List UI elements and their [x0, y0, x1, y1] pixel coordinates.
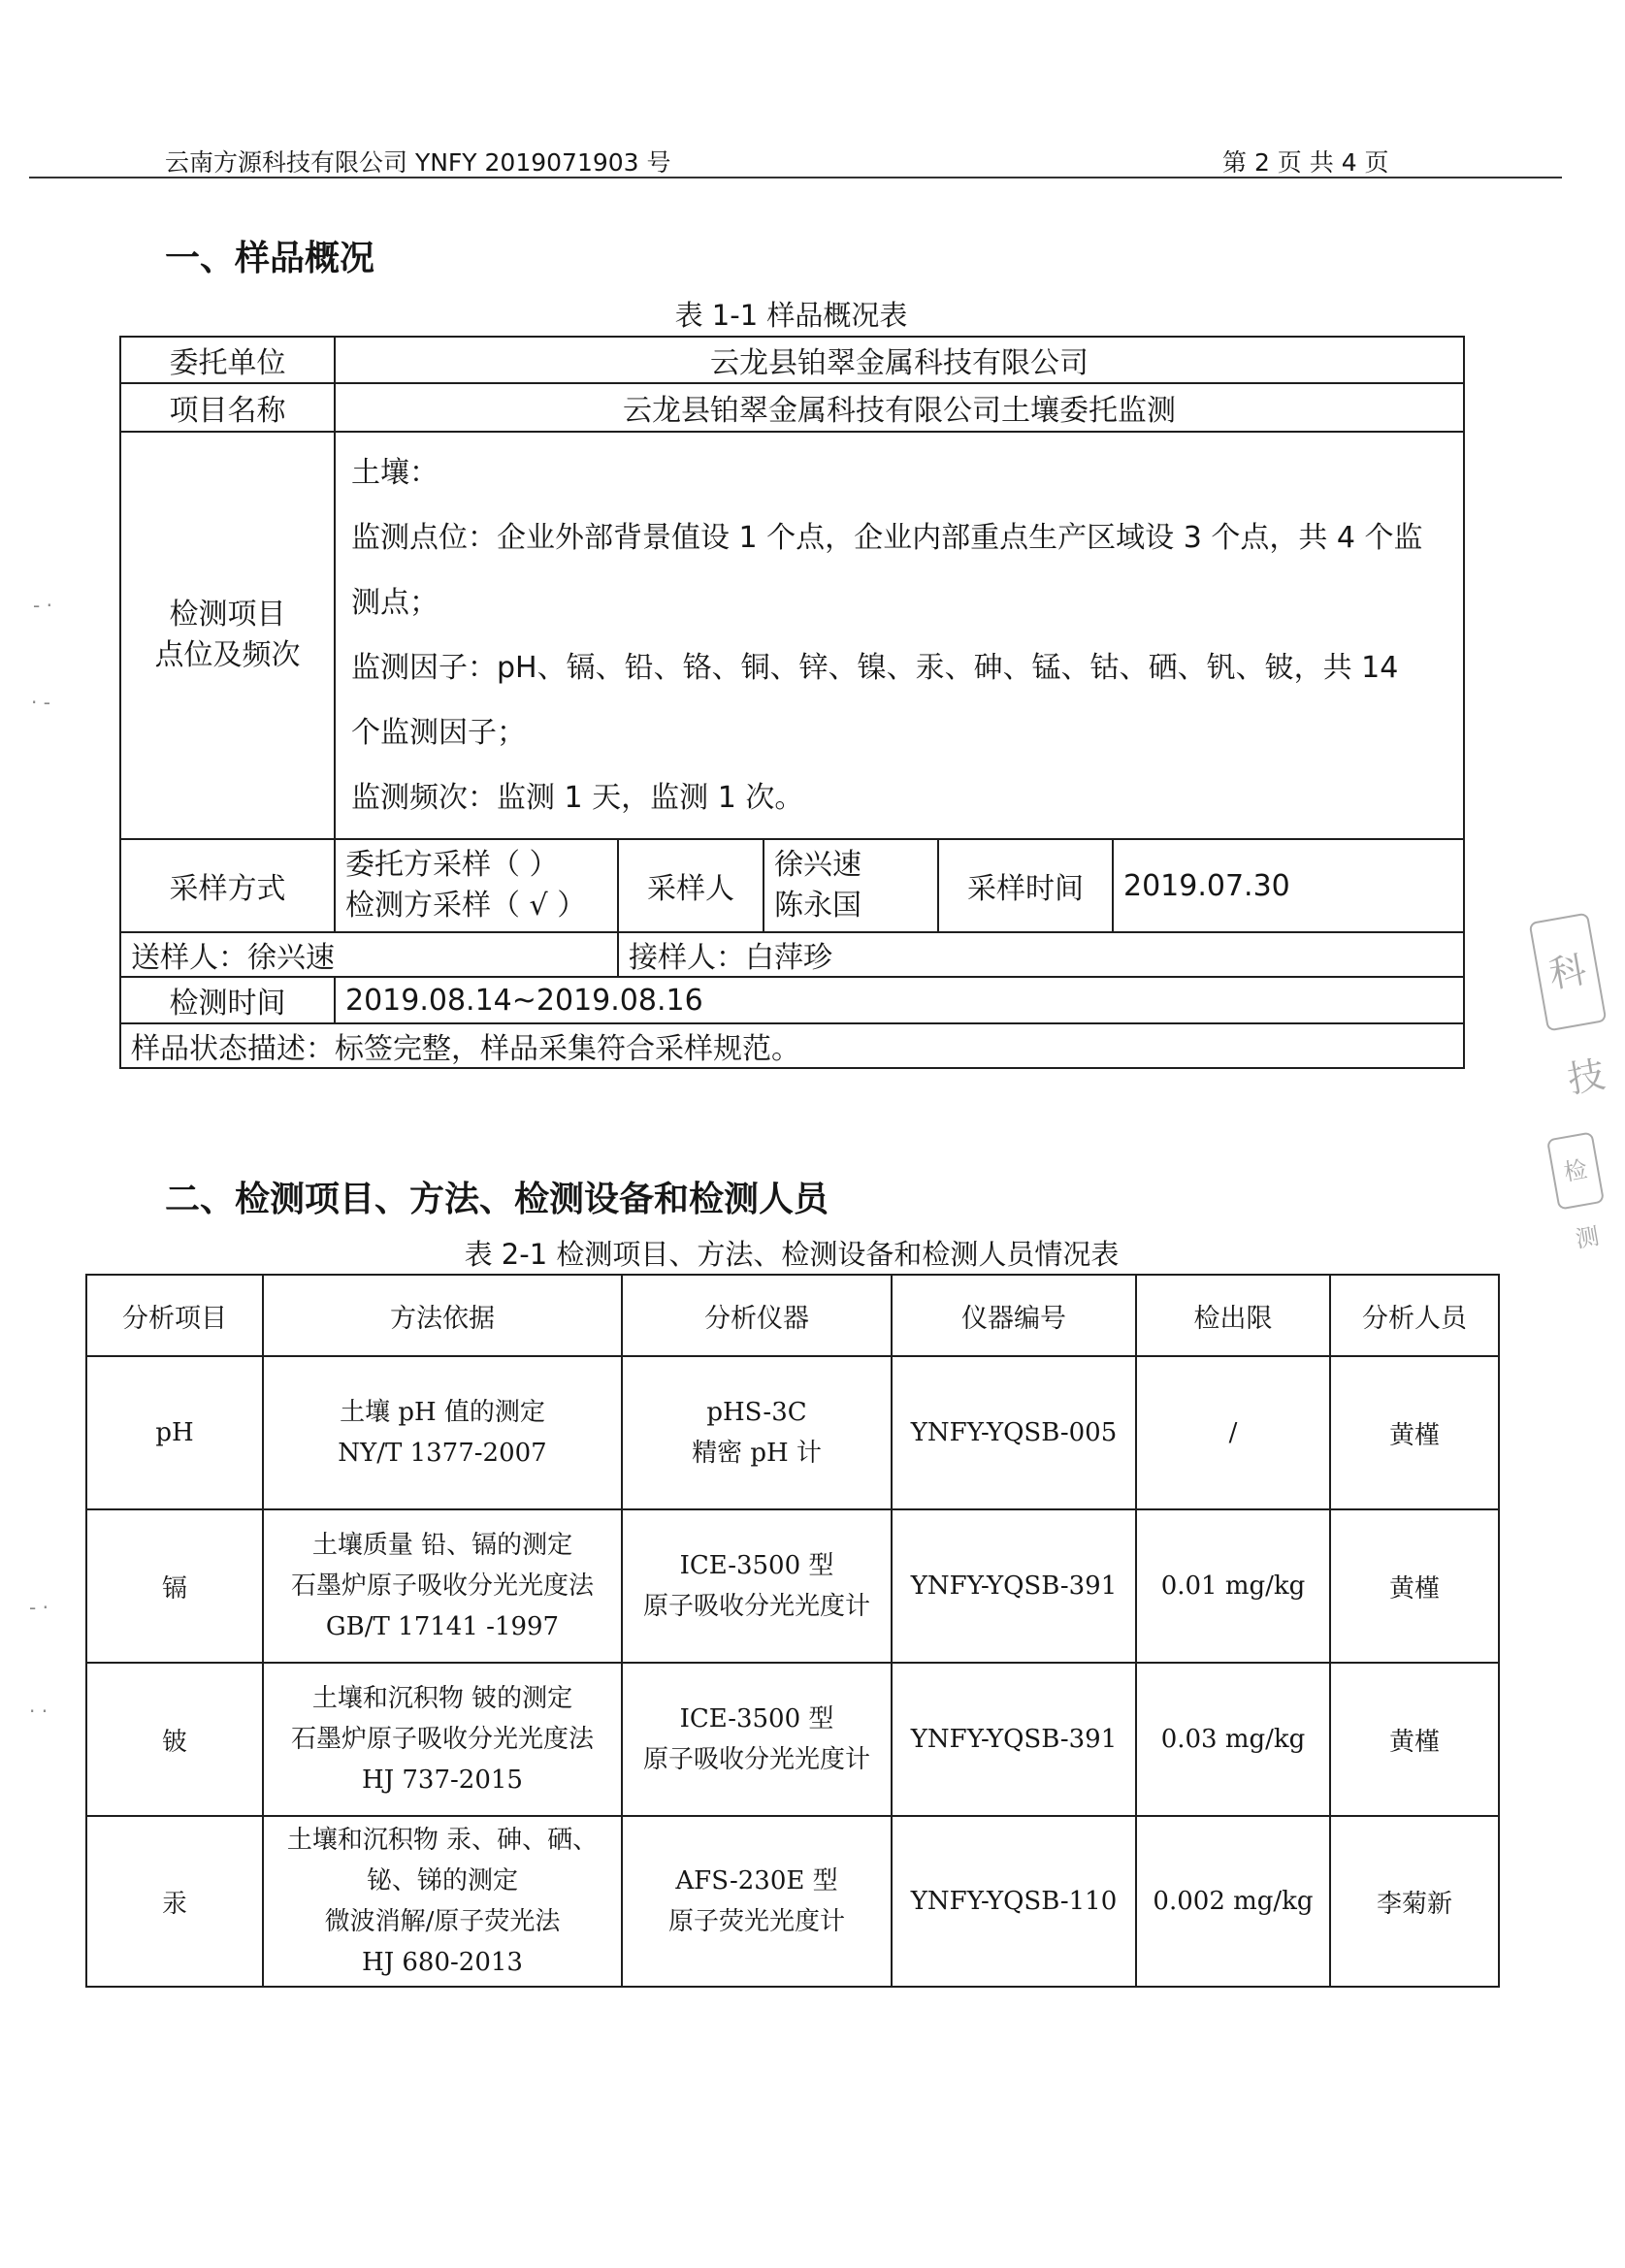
analyst: 黄槿: [1330, 1356, 1499, 1509]
column-header: 分析人员: [1330, 1275, 1499, 1356]
detection-limit: 0.002 mg/kg: [1136, 1816, 1330, 1987]
sampler-names: [764, 839, 938, 932]
items-label-line: 检测项目: [169, 598, 286, 632]
stamp-fragment: 科技: [1529, 912, 1608, 1031]
method-line: 土壤和沉积物 汞、砷、硒、: [286, 1826, 599, 1855]
instrument-line: 精密 pH 计: [692, 1439, 822, 1468]
method-line: 铋、锑的测定: [366, 1866, 518, 1895]
sampler-label: 采样人: [618, 839, 764, 932]
scan-speck: · ·: [29, 1700, 49, 1723]
instrument-cell: [622, 1356, 892, 1509]
column-header: 分析仪器: [622, 1275, 892, 1356]
stamp-fragment: 检测: [1546, 1131, 1605, 1210]
sender-text: 送样人：徐兴速: [120, 932, 618, 977]
method-cell: [263, 1816, 622, 1987]
table-row: [120, 432, 1464, 839]
column-header: 仪器编号: [892, 1275, 1136, 1356]
table-row: [86, 1663, 1499, 1816]
test-time-value: 2019.08.14~2019.08.16: [335, 977, 1464, 1023]
header-divider: [29, 177, 1562, 178]
instrument-line: ICE-3500 型: [679, 1704, 834, 1733]
instrument-line: ICE-3500 型: [679, 1551, 834, 1580]
table-row: [120, 337, 1464, 383]
sampling-option: 委托方采样（ ）: [345, 848, 559, 882]
method-line: 土壤 pH 值的测定: [340, 1398, 545, 1427]
table-header-row: [86, 1275, 1499, 1356]
scan-speck: · ‐: [31, 691, 50, 714]
header-page-number: 第 2 页 共 4 页: [1222, 148, 1389, 177]
method-line: NY/T 1377-2007: [338, 1439, 547, 1468]
table-row: [86, 1356, 1499, 1509]
scan-speck: ‐ ·: [33, 594, 52, 617]
method-line: HJ 737-2015: [362, 1766, 523, 1795]
method-line: 石墨炉原子吸收分光光度法: [290, 1571, 594, 1601]
scan-speck: ‐ ·: [29, 1596, 49, 1619]
method-line: 微波消解/原子荧光法: [324, 1907, 561, 1936]
items-line: 监测频次：监测 1 天，监测 1 次。: [351, 781, 804, 815]
header-report-number: 云南方源科技有限公司 YNFY 2019071903 号: [165, 148, 671, 177]
test-time-label: 检测时间: [120, 977, 335, 1023]
items-label-line: 点位及频次: [154, 638, 301, 672]
detection-limit: 0.03 mg/kg: [1136, 1663, 1330, 1816]
method-line: 土壤质量 铅、镉的测定: [311, 1531, 573, 1560]
instrument-id: YNFY-YQSB-391: [892, 1663, 1136, 1816]
instrument-cell: [622, 1816, 892, 1987]
items-line: 测点；: [351, 586, 439, 620]
table2-caption: 表 2-1 检测项目、方法、检测设备和检测人员情况表: [464, 1238, 1120, 1271]
method-line: 土壤和沉积物 铍的测定: [311, 1684, 573, 1713]
instrument-line: pHS-3C: [706, 1398, 807, 1427]
items-line: 监测点位：企业外部背景值设 1 个点，企业内部重点生产区域设 3 个点，共 4 个监: [351, 521, 1423, 555]
items-line: 个监测因子；: [351, 716, 526, 750]
detection-limit: /: [1136, 1356, 1330, 1509]
instrument-line: 原子吸收分光光度计: [642, 1745, 870, 1774]
table-row: [120, 1023, 1464, 1068]
analyst: 黄槿: [1330, 1663, 1499, 1816]
analysis-item: 镉: [86, 1509, 263, 1663]
sampling-time-label: 采样时间: [938, 839, 1113, 932]
table-row: [86, 1816, 1499, 1987]
items-detail: [335, 432, 1464, 839]
sampling-method-options: [335, 839, 618, 932]
analyst: 李菊新: [1330, 1816, 1499, 1987]
analysis-item: 铍: [86, 1663, 263, 1816]
sampling-method-label: 采样方式: [120, 839, 335, 932]
table-row: [120, 383, 1464, 432]
section2-title: 二、检测项目、方法、检测设备和检测人员: [165, 1180, 829, 1219]
method-line: GB/T 17141 -1997: [325, 1612, 560, 1641]
items-line: 监测因子：pH、镉、铅、铬、铜、锌、镍、汞、砷、锰、钴、硒、钒、铍，共 14: [351, 651, 1399, 685]
instrument-line: AFS-230E 型: [675, 1866, 838, 1895]
column-header: 方法依据: [263, 1275, 622, 1356]
instrument-id: YNFY-YQSB-005: [892, 1356, 1136, 1509]
column-header: 检出限: [1136, 1275, 1330, 1356]
method-line: HJ 680-2013: [362, 1948, 523, 1977]
client-label: 委托单位: [120, 337, 335, 383]
instrument-id: YNFY-YQSB-391: [892, 1509, 1136, 1663]
methods-table: [85, 1274, 1500, 1988]
method-line: 石墨炉原子吸收分光光度法: [290, 1725, 594, 1754]
sampler-name: 徐兴速: [774, 848, 861, 882]
instrument-cell: [622, 1663, 892, 1816]
table-row: [120, 977, 1464, 1023]
method-cell: [263, 1356, 622, 1509]
column-header: 分析项目: [86, 1275, 263, 1356]
sampling-option: 检测方采样（ √ ）: [345, 889, 587, 923]
method-cell: [263, 1663, 622, 1816]
table-row: [86, 1509, 1499, 1663]
project-label: 项目名称: [120, 383, 335, 432]
receiver-text: 接样人：白萍珍: [618, 932, 1464, 977]
table-row: [120, 839, 1464, 932]
client-value: 云龙县铂翠金属科技有限公司: [335, 337, 1464, 383]
analysis-item: 汞: [86, 1816, 263, 1987]
sampling-time-value: 2019.07.30: [1113, 839, 1464, 932]
table1-caption: 表 1-1 样品概况表: [674, 299, 908, 332]
items-label: [120, 432, 335, 839]
instrument-line: 原子荧光光度计: [667, 1907, 845, 1936]
items-line: 土壤：: [351, 456, 439, 490]
section1-title: 一、样品概况: [165, 239, 375, 278]
sampler-name: 陈永国: [774, 889, 861, 923]
analysis-item: pH: [86, 1356, 263, 1509]
project-value: 云龙县铂翠金属科技有限公司土壤委托监测: [335, 383, 1464, 432]
sample-status: 样品状态描述：标签完整，样品采集符合采样规范。: [120, 1023, 1464, 1068]
table-row: [120, 932, 1464, 977]
method-cell: [263, 1509, 622, 1663]
instrument-id: YNFY-YQSB-110: [892, 1816, 1136, 1987]
detection-limit: 0.01 mg/kg: [1136, 1509, 1330, 1663]
analyst: 黄槿: [1330, 1509, 1499, 1663]
instrument-cell: [622, 1509, 892, 1663]
sample-overview-table: [119, 336, 1465, 1069]
instrument-line: 原子吸收分光光度计: [642, 1592, 870, 1621]
